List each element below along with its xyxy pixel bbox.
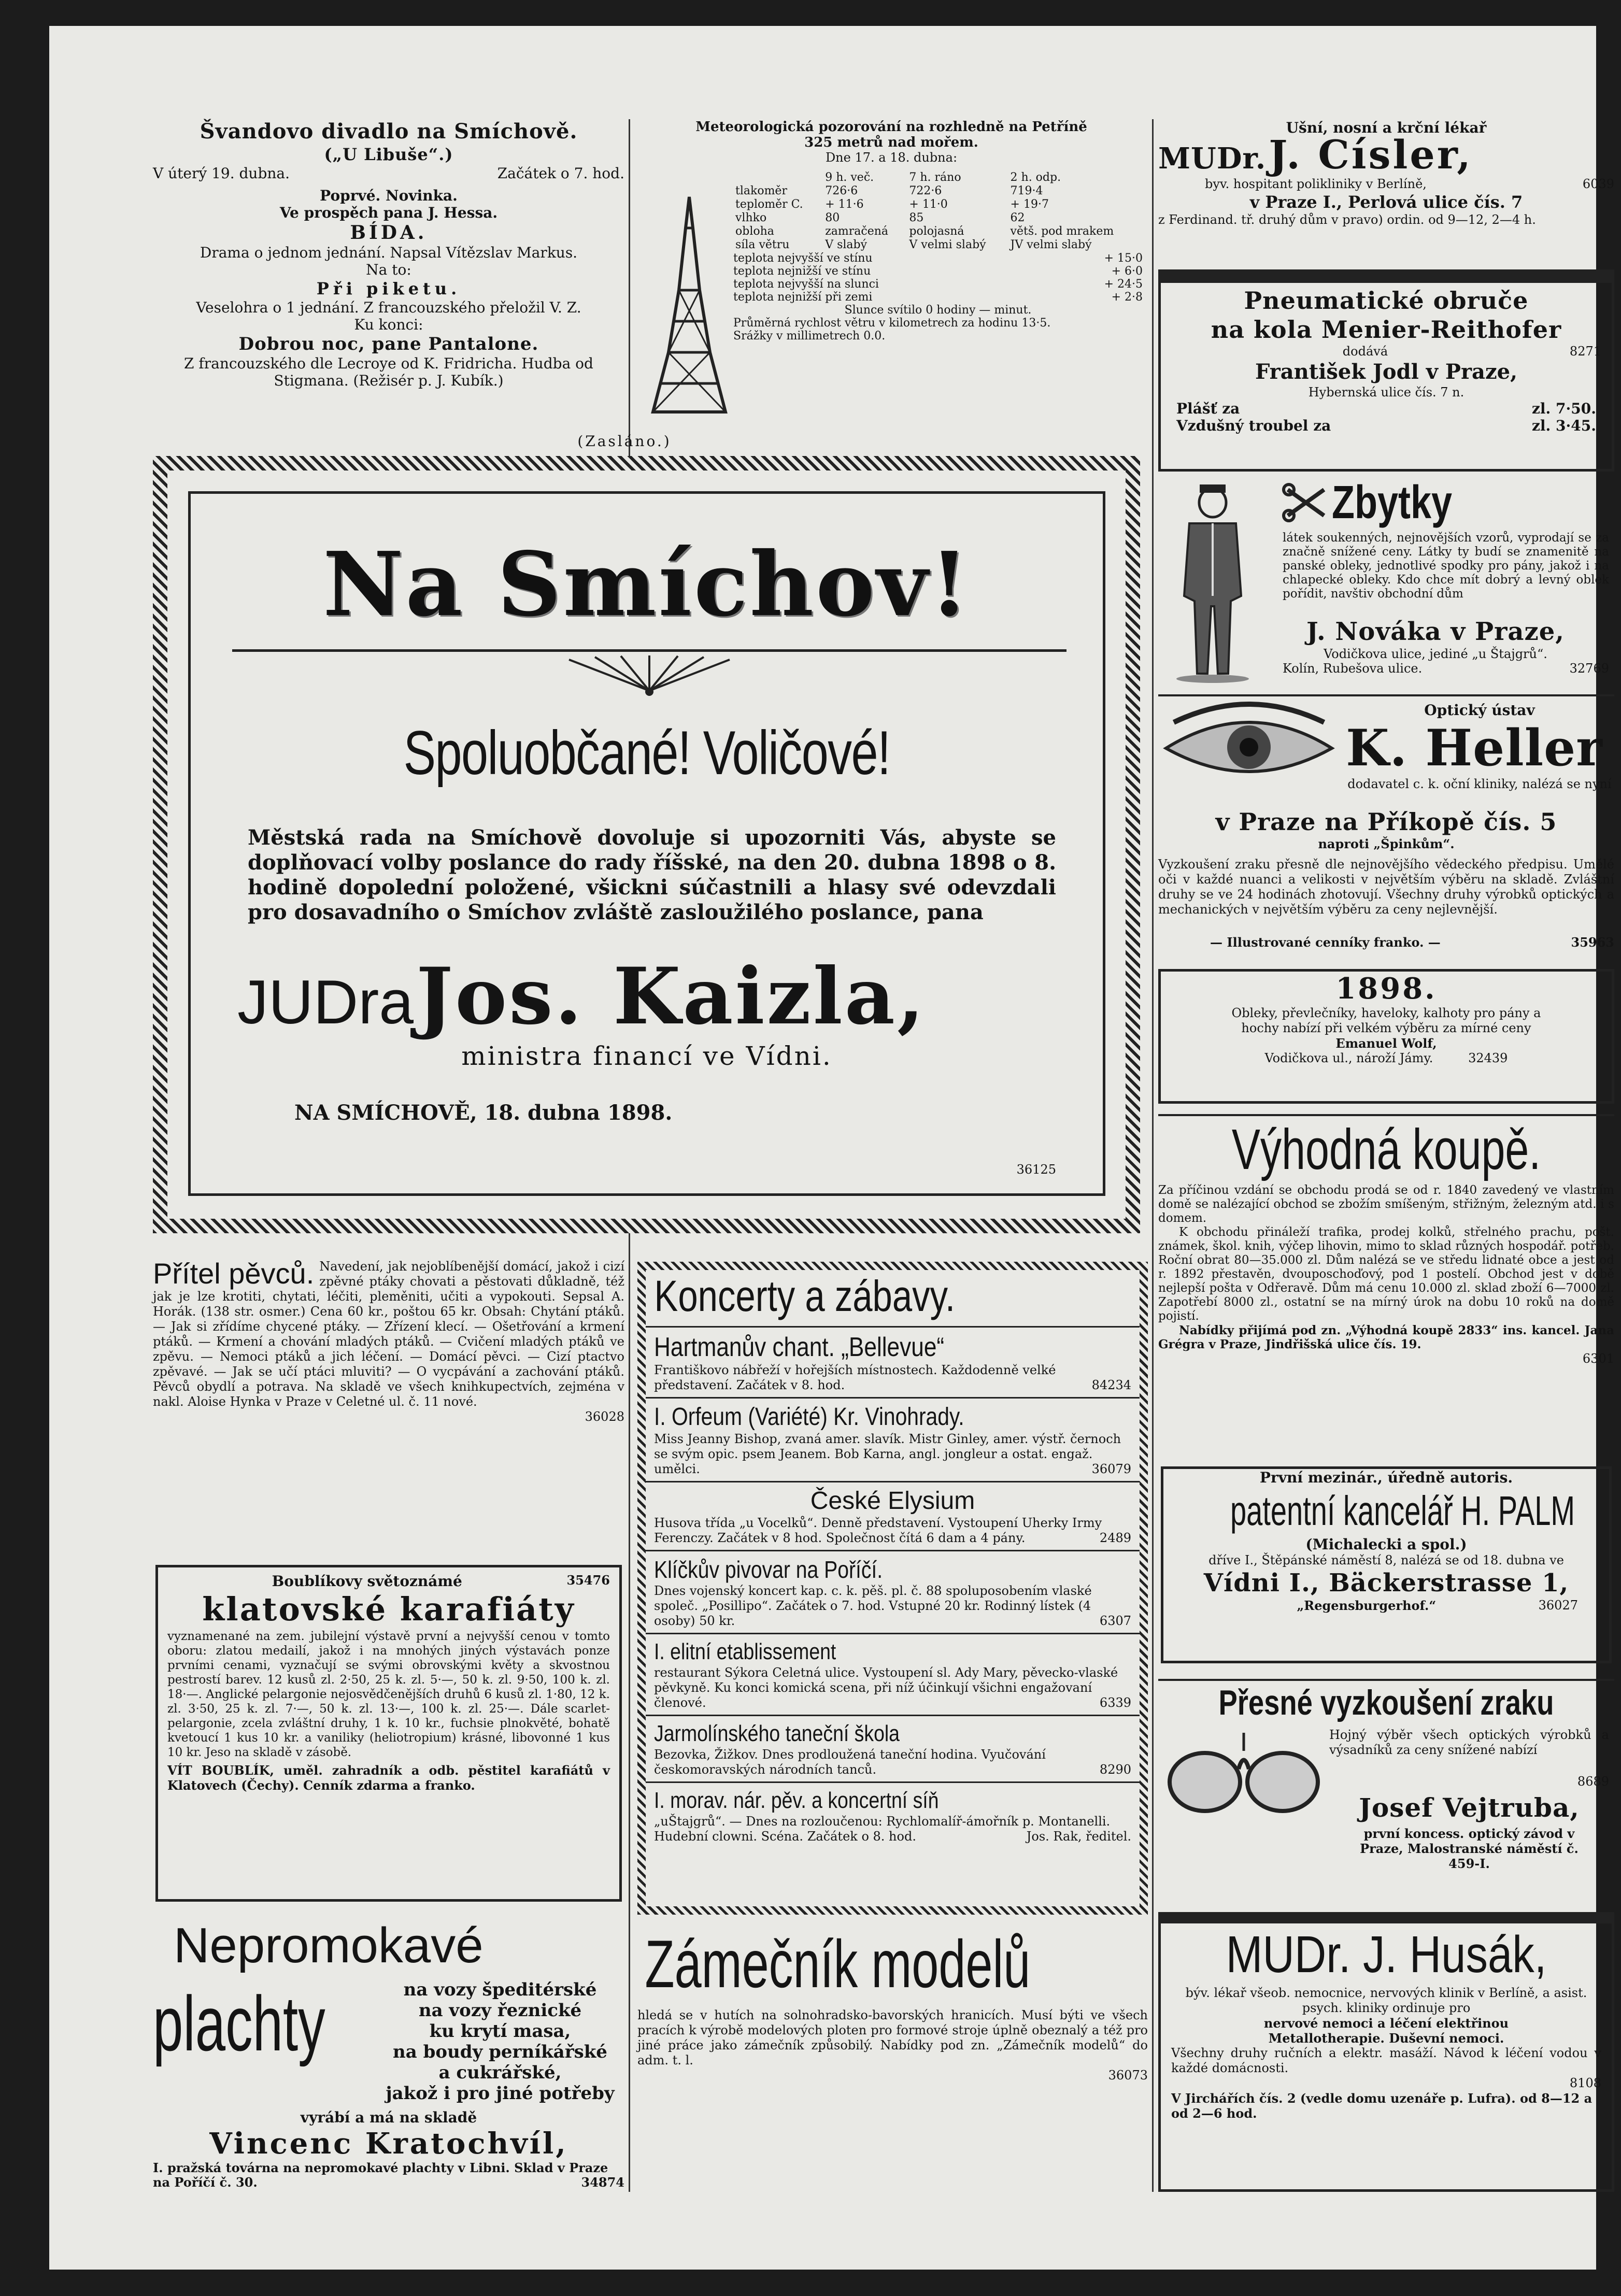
election-name: Jos. Kaizla, — [416, 951, 927, 1042]
optician-footer: — Illustrované cenníky franko. — — [1210, 935, 1441, 950]
concerts-title: Koncerty a zábavy. — [654, 1272, 956, 1320]
concert-item: Klíčkův pivovar na Poříčí. Dnes vojenský koncert kap. c. k. pěš. pl. č. 88 spoluposobením vlaské společ. „Posillipo“. Začátek o 7. hod. Vstupné 20 kr. Rodinný lístek (4 osoby) 50 kr. 6307 — [654, 1556, 1131, 1628]
meteo-col: 9 h. več. — [825, 171, 874, 184]
concert-name: České Elysium — [810, 1487, 975, 1515]
husak-text3: Metallotherapie. Duševní nemoci. — [1268, 2031, 1504, 2046]
remnants-title: Zbytky — [1332, 477, 1453, 529]
election-name-prefix: JUDra — [237, 967, 414, 1037]
table-row: vlhko 80 85 62 — [735, 211, 1025, 224]
wolf-street: Vodičkova ul., nároží Jámy. — [1264, 1051, 1433, 1065]
cisler-address: v Praze I., Perlová ulice čís. 7 — [1249, 192, 1523, 212]
list-item: a cukrářské, — [438, 2062, 562, 2083]
cisler-name: J. Císler, — [1269, 132, 1473, 178]
carnations-title: klatovské karafiáty — [202, 1590, 575, 1628]
table-row: teploměr C. + 11·6 + 11·0 + 19·7 — [735, 198, 1049, 211]
concert-name: Klíčkův pivovar na Poříčí. — [654, 1556, 883, 1583]
concert-name: I. elitní etablissement — [654, 1639, 836, 1664]
petrin-tower-icon — [650, 197, 728, 415]
purchase-text2: K obchodu přináleží trafika, prodej kolků, střelného prachu, pošt. známek, škol. knih, výčep lihovin, mimo to sklad různých hospodář. potřeb. Roční obrat 80—35.000 zl. Dům nalézá se ve středu lidnaté obce a jest od r. 1892 přestavěn, dvouposchoďový, pod 1 postelí. Obchod jest v době nejlepší pošta v Odřeravě. Dům má cenu 10.000 zl. sklad zboží 6—7000 zl. Zapotřebí 8000 zl., ostatní se na mírný úrok na dobu 10 roků na domě pojistí. — [1158, 1225, 1614, 1323]
theater-ad — [153, 119, 624, 456]
remnants-text: látek soukenných, nejnovějších vzorů, vyprodají se za značně snížené ceny. Látky ty budí se znamenitě na panské obleky, jednotlivé spodky pro pány, jakož i na chlapecké obleky. Kdo chce mít dobrý a levný oblek pořídit, navštiv obchodní dům — [1283, 531, 1609, 601]
election-body: Městská rada na Smíchově dovoluje si upozorniti Vás, abyste se doplňovací volby poslance do rady říšské, na den 20. dubna 1898 o 8. hodině dopolední položené, všickni súčastnili a hlasy své odevzdali pro dosavadního o Smíchov zvláště zasloužilého poslance, pana — [248, 825, 1056, 924]
list-item: teplota nejvyšší ve stínu + 15·0 — [733, 252, 1143, 265]
husak-text2: nervové nemoci a léčení elektřinou — [1263, 2016, 1509, 2031]
bird-ad — [153, 1259, 624, 1549]
vision-name: Josef Vejtruba, — [1359, 1792, 1580, 1823]
theater-benefit: Ve prospěch pana J. Hessa. — [279, 204, 498, 221]
wolf-code: 32439 — [1468, 1051, 1508, 1065]
optician-label: Optický ústav — [1424, 702, 1535, 719]
theater-date: V úterý 19. dubna. — [153, 165, 290, 182]
election-headline: Na Smíchov! — [323, 533, 971, 636]
concert-item: Jarmolínského taneční škola Bezovka, Žižkov. Dnes prodloužená taneční hodina. Vyučování českomoravských národních tanců. 8290 — [654, 1721, 1131, 1777]
optician-address: v Praze na Příkopě čís. 5 — [1215, 808, 1557, 836]
gentleman-figure-icon — [1169, 482, 1257, 684]
carnations-header: Boublíkovy světoznámé — [272, 1573, 462, 1590]
cisler-code: 6039 — [1582, 177, 1614, 191]
tarps-title2: plachty — [153, 1980, 325, 2067]
wolf-ad — [1158, 969, 1614, 1104]
theater-play3: Dobrou noc, pane Pantalone. — [238, 334, 539, 354]
bird-code: 36028 — [585, 1409, 624, 1424]
tarps-address: I. pražská továrna na nepromokavé plachty v Libni. Sklad v Praze na Poříčí č. 30. 34874 — [153, 2160, 624, 2190]
table-row: obloha zamračená polojasná větš. pod mrakem — [735, 225, 1114, 238]
meteo-col: 7 h. ráno — [909, 171, 961, 184]
carnations-seller: VÍT BOUBLÍK, uměl. zahradník a odb. pěstitel karafiátů v Klatovech (Čechy). Cenník zdarma a franko. — [167, 1763, 610, 1793]
table-row: síla větru V slabý V velmi slabý JV velmi slabý — [735, 238, 1092, 251]
tires-price1: zl. 7·50. — [1532, 400, 1596, 417]
theater-next: Na to: — [366, 261, 411, 278]
newspaper-page — [49, 26, 1614, 2270]
tarps-company: Vincenc Kratochvíl, — [209, 2127, 568, 2161]
concert-name: I. Orfeum (Variété) Kr. Vinohrady. — [654, 1403, 964, 1431]
cisler-hours: z Ferdinand. tř. druhý dům v pravo) ordin. od 9—12, 2—4 h. — [1158, 212, 1536, 227]
purchase-title: Výhodná koupě. — [1231, 1118, 1541, 1181]
table-row: tlakoměr 726·6 722·6 719·4 — [735, 184, 1043, 197]
election-place-date: NA SMÍCHOVĚ, 18. dubna 1898. — [294, 1101, 673, 1125]
locksmith-title: Zámečník modelů — [645, 1926, 1031, 2002]
meteo-wind: Průměrná rychlost větru v kilometrech za hodinu 13·5. — [733, 317, 1051, 330]
theater-end: Ku konci: — [354, 316, 423, 333]
election-code: 36125 — [1016, 1162, 1056, 1177]
vision-title: Přesné vyzkoušení zraku — [1218, 1683, 1554, 1722]
husak-title: MUDr. J. Husák, — [1226, 1926, 1547, 1984]
vision-ad — [1158, 1679, 1614, 1907]
palm-address: Vídni I., Bäckerstrasse 1, — [1203, 1568, 1569, 1598]
theater-subtitle: („U Libuše“.) — [324, 145, 453, 164]
tires-ad — [1158, 269, 1614, 472]
tires-price2-label: Vzdušný troubel za — [1176, 417, 1331, 434]
concert-item: České Elysium Husova třída „u Vocelků“. Denně představení. Vystoupení Uherky Irmy Ferenczy. Začátek v 8 hod. Společnost čítá 6 dam a 4 pány. 2489 — [654, 1487, 1131, 1545]
concert-item: I. morav. nár. pěv. a koncertní síň „uŠtajgrů“. — Dnes na rozloučenou: Rychlomalíř-ámořník p. Montanelli. Hudební clowni. Scéna. Začátek o 8. hod. Jos. Rak, ředitel. — [654, 1788, 1131, 1844]
tires-title2: na kola Menier-Reithofer — [1211, 316, 1562, 344]
theater-play: BÍDA. — [350, 222, 428, 244]
optician-opposite: naproti „Špinkům“. — [1318, 836, 1455, 851]
optician-name: K. Heller — [1346, 719, 1603, 777]
concert-item: I. Orfeum (Variété) Kr. Vinohrady. Miss Jeanny Bishop, zvaná amer. slavík. Mistr Ginley, amer. výstř. černoch se svým opic. psem Jeanem. Bob Karna, angl. jongleur a ostat. engaž. umělci. 36079 — [654, 1403, 1131, 1476]
tires-title1: Pneumatické obruče — [1244, 287, 1529, 315]
tarps-title1: Nepromokavé — [174, 1918, 484, 1973]
concerts-frame — [637, 1262, 1148, 1915]
locksmith-text: hledá se v hutích na solnohradsko-bavorských hranicích. Musí býti ve všech pracích k výrobě modelových ploten pro formové stroje úplně obeznalý a též pro jiné práce jako zámečník způsobilý. Nabídky pod zn. „Zámečník modelů“ do adm. t. l. — [637, 2008, 1148, 2067]
bird-text: Navedení, jak nejoblíbenější domácí, jakož i cizí zpěvné ptáky chovati a pěstovati důkladně, též jak je lze krotiti, chytati, léčiti, pleměniti, učiti a vypokouti. Sepsal A. Horák. (138 str. osmer.) Cena 60 kr., poštou 65 kr. Obsah: Chytání ptáků. — Jak si zřídíme chycené ptáky. — Zřízení klecí. — Ošetřování a krmení ptáků. — Krmení a chování mladých ptáků. — Cvičení mladých ptáků ve zpěvu. — Nemoci ptáků a jich léčení. — Domácí pěvci. — Cizí ptactvo zpěvavé. — Jak se učí ptáci mluviti? — O vycpávání a zachování ptáků. Pěvců obydlí a potrava. Na skladě ve všech knihkupectvích, zejména v nakl. Aloise Hynka v Praze v Celetné ul. č. 11 nové. — [153, 1259, 624, 1409]
concert-item: I. elitní etablissement restaurant Sýkora Celetná ulice. Vystoupení sl. Ady Mary, pěvecko-vlaské pěvkyně. Ku konci komická scena, při níž účinkují všichni engažovaní členové. 6339 — [654, 1639, 1131, 1710]
theater-first: Poprvé. Novinka. — [320, 187, 458, 204]
concert-name: Jarmolínského taneční škola — [654, 1721, 900, 1746]
optician-ad — [1158, 694, 1614, 985]
husak-code: 8108 — [1569, 2076, 1601, 2090]
husak-ad — [1158, 1912, 1614, 2192]
concert-name: I. morav. nár. pěv. a koncertní síň — [654, 1788, 939, 1813]
husak-address: V Jirchářích čís. 2 (vedle domu uzenáře p. Lufra). od 8—12 a od 2—6 hod. — [1171, 2091, 1592, 2121]
carnations-text: vyznamenané na zem. jubilejní výstavě první a nejvyšší cenou v tomto oboru: zlatou medailí, jakož i na mnohých jiných výstavách ponze prvními cenami, vyznačují se svými obrovskými květy a skvostnou pestrostí barev. 12 kusů zl. 2·50, 25 k. zl. 5·—, 50 k. zl. 9·50, 100 k. zl. 18·—. Anglické pelargonie nejosvědčenějších druhů 6 kusů zl. 1·80, 12 k. zl. 3·50, 25 k. zl. 7·—, 50 k. zl. 13·—, 100 k. zl. 25·—. Dále scarlet-pelargonie, zcela zvláštní druhy, 1 k. 10 kr., fuchsie plnokvěté, bohatě kvetoucí 1 kus 10 kr. a vaniliky (heliotropium) krásné, libovonné 1 kus 10 kr. Jeso na skladě v zásobě. — [167, 1630, 610, 1759]
election-frame — [153, 456, 1140, 1233]
cisler-prefix: MUDr. — [1158, 141, 1267, 176]
scissors-icon — [1283, 479, 1329, 526]
tires-company: František Jodl v Praze, — [1255, 360, 1518, 384]
tires-supplier: dodává — [1342, 344, 1388, 359]
meteo-sun: Slunce svítilo 0 hodiny — minut. — [844, 304, 1032, 317]
meteo-rain: Srážky v millimetrech 0.0. — [733, 330, 886, 343]
cisler-ad — [1158, 119, 1614, 259]
tarps-ad — [153, 1917, 624, 2192]
list-item: na vozy špeditérské — [403, 1979, 597, 2000]
bird-title: Přítel pěvců. — [153, 1257, 315, 1290]
palm-ad — [1161, 1466, 1612, 1663]
tires-street: Hybernská ulice čís. 7 n. — [1308, 385, 1464, 400]
theater-title: Švandovo divadlo na Smíchově. — [200, 119, 578, 144]
remnants-ad — [1158, 477, 1614, 689]
tarps-made: vyrábí a má na skladě — [300, 2109, 477, 2126]
remnants-company: J. Nováka v Praze, — [1306, 617, 1565, 646]
list-item: jakož i pro jiné potřeby — [386, 2083, 615, 2104]
meteo-title: Meteorologická pozorování na rozhledně na Petříně — [695, 119, 1087, 135]
meteo-col: 2 h. odp. — [1010, 171, 1061, 184]
divider — [232, 649, 1067, 652]
remnants-code: 32769 — [1569, 661, 1609, 676]
purchase-code: 6301 — [1582, 1351, 1614, 1366]
tires-code: 8271 — [1569, 344, 1601, 359]
optician-text1: dodavatel c. k. oční kliniky, nalézá se nyní — [1347, 777, 1612, 791]
cisler-spec: Ušní, nosní a krční lékař — [1286, 119, 1487, 136]
palm-top: První mezinár., úředně autoris. — [1259, 1469, 1513, 1486]
theater-play-desc: Drama o jednom jednání. Napsal Vítězslav Markus. — [200, 244, 578, 261]
cisler-text: byv. hospitant polikliniky v Berlíně, — [1205, 177, 1427, 191]
husak-text4: Všechny druhy ručních a elektr. masáží. Návod k léčení vodou v každé domácnosti. — [1171, 2046, 1601, 2075]
election-greeting: Spoluobčané! Voličové! — [403, 718, 890, 788]
optician-text2: Vyzkoušení zraku přesně dle nejnovějšího vědeckého předpisu. Umělé oči v každé nuanci a velikosti v největším výběru na skladě. Zvláštní druhy se ve 24 hodinách zhotovují. Všechny druhy výrobků optických a mechanických v největším výběru za ceny nejlevnější. — [1158, 857, 1614, 917]
concert-item: Hartmanův chant. „Bellevue“ Františkovo nábřeží v hořejších místnostech. Každodenně velké představení. Začátek v 8. hod. 84234 — [654, 1332, 1131, 1392]
meteo-dates: Dne 17. a 18. dubna: — [825, 150, 958, 165]
meteo-subtitle: 325 metrů nad mořem. — [804, 135, 978, 150]
column-rule — [1152, 119, 1154, 2192]
list-item: teplota nejnižší ve stínu + 6·0 — [733, 265, 1143, 278]
eye-icon — [1163, 707, 1334, 785]
wolf-year: 1898. — [1335, 972, 1437, 1006]
optician-code: 35963 — [1571, 935, 1614, 950]
meteo-table — [733, 171, 1143, 252]
locksmith-code: 36073 — [1108, 2068, 1148, 2083]
husak-text1: býv. lékař všeob. nemocnice, nervových klinik v Berlíně, a asist. psych. kliniky ordinuje pro — [1185, 1986, 1587, 2015]
list-item: na vozy řeznické — [418, 2000, 582, 2021]
meteo-temps — [733, 252, 1143, 343]
purchase-ad — [1158, 1114, 1614, 1451]
list-item: teplota nejnižší při zemi + 2·8 — [733, 291, 1143, 304]
carnations-ad — [155, 1565, 622, 1902]
list-item: ku krytí masa, — [429, 2021, 571, 2042]
remnants-branch: Kolín, Rubešova ulice. — [1283, 661, 1423, 676]
wolf-name: Emanuel Wolf, — [1335, 1036, 1437, 1051]
theater-play3-desc: Z francouzského dle Lecroye od K. Fridricha. Hudba od Stigmana. (Režisér p. J. Kubík.) — [184, 355, 593, 389]
theater-play2: Při piketu. — [316, 279, 461, 298]
ornament-icon — [564, 654, 735, 696]
vision-desc: první koncess. optický závod v Praze, Malostranské náměstí č. 459-I. — [1360, 1826, 1579, 1871]
theater-start: Začátek o 7. hod. — [497, 165, 624, 182]
pince-nez-icon — [1163, 1730, 1324, 1823]
vision-text: Hojný výběr všech optických výrobků a výsadníků za ceny snížené nabízí — [1329, 1728, 1609, 1757]
palm-text: dříve I., Štěpánské náměstí 8, nalézá se od 18. dubna ve — [1208, 1553, 1564, 1567]
purchase-text1: Za příčinou vzdání se obchodu prodá se od r. 1840 zavedený ve vlastním domě se nalézající obchod se zbožím smíšeným, střižným, železným atd. i s domem. — [1158, 1183, 1614, 1225]
meteo-report — [635, 119, 1148, 440]
election-role: ministra financí ve Vídni. — [461, 1041, 832, 1071]
theater-play2-desc: Veselohra o 1 jednání. Z francouzského přeložil V. Z. — [196, 299, 581, 316]
concert-name: Hartmanův chant. „Bellevue“ — [654, 1332, 945, 1362]
list-item: na boudy perníkářské — [393, 2042, 607, 2062]
remnants-street: Vodičkova ulice, jediné „u Štajgrů“. — [1324, 647, 1547, 661]
palm-title: patentní kancelář H. PALM — [1230, 1488, 1575, 1534]
purchase-text3: Nabídky přijímá pod zn. „Výhodná koupě 2833“ ins. kancel. Jana Grégra v Praze, Jindřišská ulice čís. 19. — [1158, 1323, 1614, 1351]
locksmith-ad — [637, 1925, 1148, 2194]
tires-price1-label: Plášť za — [1176, 400, 1240, 417]
election-notice — [188, 491, 1105, 1196]
palm-hotel: „Regensburgerhof.“ — [1297, 1598, 1437, 1613]
vision-code: 8689 — [1577, 1774, 1609, 1789]
zaslano-label: (Zasláno.) — [577, 433, 672, 450]
palm-sub: (Michalecki a spol.) — [1305, 1536, 1467, 1553]
tires-price2: zl. 3·45. — [1532, 417, 1596, 434]
carnations-code: 35476 — [566, 1573, 610, 1588]
palm-code: 36027 — [1538, 1598, 1578, 1613]
list-item: teplota nejvyšší na slunci + 24·5 — [733, 278, 1143, 291]
wolf-text: Obleky, převlečníky, haveloky, kalhoty pro pány a hochy nabízí při velkém výběru za mírné ceny — [1231, 1006, 1541, 1035]
